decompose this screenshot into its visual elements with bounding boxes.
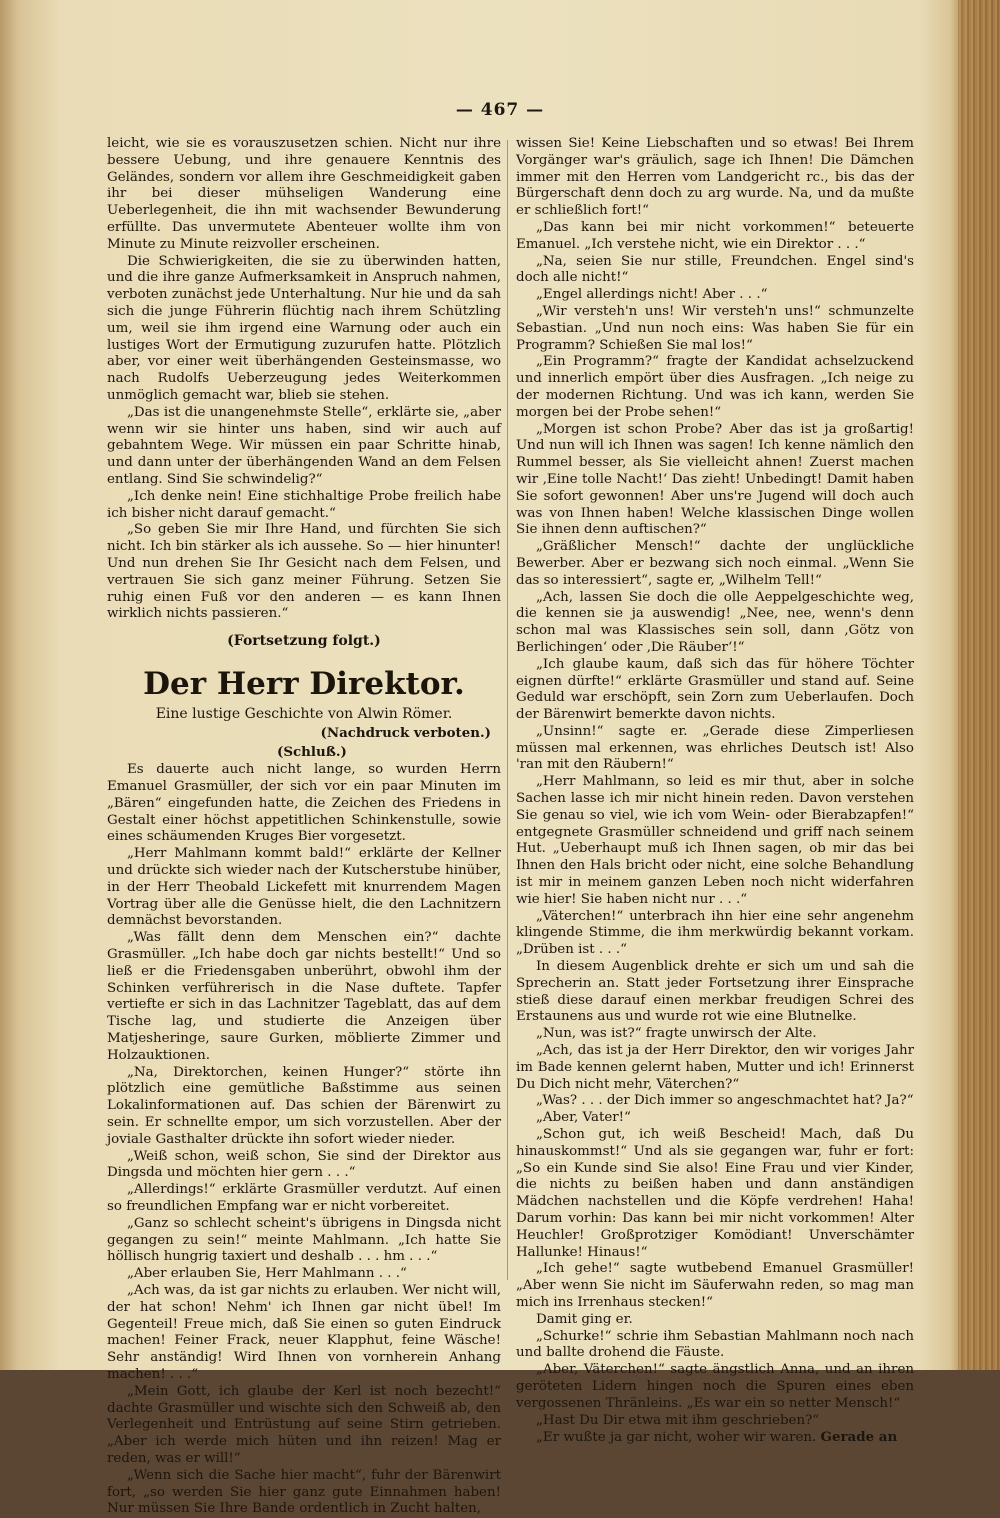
paragraph-text: „Er wußte ja gar nicht, woher wir waren.: [536, 1430, 817, 1446]
book-page-edges: [958, 0, 1000, 1370]
continuation-note: (Fortsetzung folgt.): [227, 633, 381, 650]
final-line-tail: Gerade an: [820, 1429, 898, 1446]
paragraph: wissen Sie! Keine Liebschaften und so etwas! Bei Ihrem Vorgänger war's gräulich, sage ich Ihnen! Die Dämchen immer mit den Herren vom Landgericht rc., bis das der Bürgerschaft denn doch zu arg wurde. Na, und da mußte er schließlich fort!“: [516, 136, 914, 219]
paragraph: „Unsinn!“ sagte er. „Gerade diese Zimperliesen müssen mal erkennen, was ehrliches Deutsch ist! Also 'ran mit den Räubern!“: [516, 723, 914, 773]
right-column: [516, 136, 914, 1447]
paragraph: „Ich gehe!“ sagte wutbebend Emanuel Grasmüller! „Aber wenn Sie nicht im Säuferwahn reden, so mag man mich ins Irrenhaus stecken!“: [516, 1261, 914, 1310]
page-number: — 467 —: [455, 100, 545, 120]
paragraph: „Aber, Väterchen!“ sagte ängstlich Anna, und an ihren geröteten Lidern hingen noch die Spuren eines eben vergossenen Thränleins. „Es war ein so netter Mensch!“: [516, 1362, 914, 1411]
paragraph: „Hast Du Dir etwa mit ihm geschrieben?“: [536, 1412, 820, 1428]
paragraph: „Na, seien Sie nur stille, Freundchen. Engel sind's doch alle nicht!“: [516, 253, 914, 286]
paragraph: „Herr Mahlmann kommt bald!“ erklärte der Kellner und drückte sich wieder nach der Kutscherstube hinüber, in der Herr Theobald Lickefett mit knurrendem Magen Vortrag über alle die Genüsse hielt, die den Lachnitzern demnächst bevorstanden.: [107, 846, 501, 929]
paragraph: „Na, Direktorchen, keinen Hunger?“ störte ihn plötzlich eine gemütliche Baßstimme aus seinen Lokalinformationen auf. Das schien der Bärenwirt zu sein. Er schnellte empor, um sich vorzustellen. Aber der joviale Gasthalter drückte ihn sofort wieder nieder.: [107, 1064, 501, 1147]
paragraph: „Morgen ist schon Probe? Aber das ist ja großartig! Und nun will ich Ihnen was sagen! Ich kenne nämlich den Rummel besser, als Sie vielleicht ahnen! Zuerst machen wir ‚Eine tolle Nacht!‘ Das zieht! Unbedingt! Damit haben Sie sofort gewonnen! Aber uns're Jugend will doch auch was von Ihnen haben! Welche klassischen Dinge wollen Sie ihnen denn auftischen?“: [516, 421, 914, 538]
paragraph-final: [516, 1429, 914, 1447]
paragraph: „Was? . . . der Dich immer so angeschmachtet hat? Ja?“: [536, 1093, 914, 1109]
paragraph: „Weiß schon, weiß schon, Sie sind der Direktor aus Dingsda und möchten hier gern . . .“: [107, 1148, 501, 1181]
paragraph: „Herr Mahlmann, so leid es mir thut, aber in solche Sachen lasse ich mir nicht hinein reden. Davon verstehen Sie genau so viel, wie ich vom Wein- oder Bierabzapfen!“ entgegnete Grasmüller schneidend und griff nach seinem Hut. „Ueberhaupt muß ich Ihnen sagen, ob mir das bei Ihnen den Hals bricht oder nicht, eine solche Behandlung ist mir in meinem ganzen Leben noch nicht widerfahren wie hier! Sie haben nicht nur . . .“: [516, 774, 914, 907]
paragraph: „Väterchen!“ unterbrach ihn hier eine sehr angenehm klingende Stimme, die ihm merkwürdig bekannt vorkam. „Drüben ist . . .“: [516, 908, 914, 958]
paragraph: „Ein Programm?“ fragte der Kandidat achselzuckend und innerlich empört über dies Ausfragen. „Ich neige zu der modernen Richtung. Und was ich kann, werden Sie morgen bei der Probe sehen!“: [516, 354, 914, 420]
paragraph: „Ich denke nein! Eine stichhaltige Probe freilich habe ich bisher nicht darauf gemacht.“: [107, 488, 501, 521]
paragraph: In diesem Augenblick drehte er sich um und sah die Sprecherin an. Statt jeder Fortsetzung ihrer Einsprache stieß diese darauf einen merkbar freudigen Schrei des Erstaunens aus und wurde rot wie eine Blutnelke.: [516, 959, 914, 1025]
paragraph: „Gräßlicher Mensch!“ dachte der unglückliche Bewerber. Aber er bezwang sich noch einmal. „Wenn Sie das so interessiert“, sagte er, „Wilhelm Tell!“: [516, 539, 914, 588]
paragraph: „Wenn sich die Sache hier macht“, fuhr der Bärenwirt fort, „so werden Sie hier ganz gute Einnahmen haben! Nur müssen Sie Ihre Bande ordentlich in Zucht halten,: [107, 1467, 501, 1517]
paragraph: „Allerdings!“ erklärte Grasmüller verdutzt. Auf einen so freundlichen Empfang war er nicht vorbereitet.: [107, 1182, 501, 1215]
paragraph: „Das kann bei mir nicht vorkommen!“ beteuerte Emanuel. „Ich verstehe nicht, wie ein Direktor . . .“: [516, 219, 914, 252]
paragraph: „Was fällt denn dem Menschen ein?“ dachte Grasmüller. „Ich habe doch gar nichts bestellt!“ Und so ließ er die Friedensgaben unberührt, obwohl ihm der Schinken verführerisch in die Nase duftete. Tapfer vertiefte er sich in das Lachnitzer Tageblatt, das auf dem Tische lag, und studierte die Anzeigen über Matjesheringe, saure Gurken, möblierte Zimmer und Holzauktionen.: [107, 930, 501, 1063]
paragraph: „Nun, was ist?“ fragte unwirsch der Alte.: [536, 1026, 817, 1042]
paragraph: „Mein Gott, ich glaube der Kerl ist noch bezecht!“ dachte Grasmüller und wischte sich den Schweiß ab, den Verlegenheit und Entrüstung auf seine Stirn getrieben. „Aber ich werde mich hüten und ihn reizen! Mag er reden, was er will!“: [107, 1383, 501, 1466]
paragraph: „So geben Sie mir Ihre Hand, und fürchten Sie sich nicht. Ich bin stärker als ich aussehe. So — hier hinunter! Und nun drehen Sie Ihr Gesicht nach dem Felsen, und vertrauen Sie sich ganz meiner Führung. Setzen Sie ruhig einen Fuß vor den anderen — es kann Ihnen wirklich nichts passieren.“: [107, 522, 501, 622]
paragraph: „Ich glaube kaum, daß sich das für höhere Töchter eignen dürfte!“ erklärte Grasmüller und stand auf. Seine Geduld war erschöpft, sein Zorn zum Ueberlaufen. Doch der Bärenwirt bemerkte davon nichts.: [516, 656, 914, 723]
paragraph: „Schon gut, ich weiß Bescheid! Mach, daß Du hinauskommst!“ Und als sie gegangen war, fuhr er fort: „So ein Kunde sind Sie also! Eine Frau und vier Kinder, die nichts zu beißen haben und dann anständigen Mädchen nachstellen und die Köpfe verdrehen! Haha! Darum vorhin: Das kann bei mir nicht vorkommen! Alter Heuchler! Großprotziger Komödiant! Unverschämter Hallunke! Hinaus!“: [516, 1127, 914, 1260]
paragraph: Damit ging er.: [536, 1311, 633, 1327]
paragraph: „Aber, Vater!“: [536, 1110, 631, 1126]
paragraph: Es dauerte auch nicht lange, so wurden Herrn Emanuel Grasmüller, der sich vor ein paar Minuten im „Bären“ eingefunden hatte, die Zeichen des Friedens in Gestalt einer höchst appetitlichen Schinkenstulle, sowie eines schäumenden Kruges Bier vorgesetzt.: [107, 762, 501, 845]
reprint-notice: (Nachdruck verboten.): [320, 724, 491, 741]
left-column: [107, 136, 501, 1518]
story-title: Der Herr Direktor.: [143, 665, 465, 702]
paragraph: „Engel allerdings nicht! Aber . . .“: [536, 287, 768, 303]
paragraph: „Ach, das ist ja der Herr Direktor, den wir voriges Jahr im Bade kennen gelernt haben, Mutter und ich! Erinnerst Du Dich nicht mehr, Väterchen?“: [516, 1043, 914, 1092]
story-subtitle: Eine lustige Geschichte von Alwin Römer.: [155, 705, 453, 722]
paragraph: „Ach was, da ist gar nichts zu erlauben. Wer nicht will, der hat schon! Nehm' ich Ihnen gar nicht übel! Im Gegenteil! Freue mich, daß Sie einen so guten Eindruck machen! Feiner Frack, neuer Klapphut, feine Wäsche! Sehr anständig! Wird Ihnen von vornherein Anhang machen! . . .“: [107, 1283, 501, 1382]
paragraph: „Das ist die unangenehmste Stelle“, erklärte sie, „aber wenn wir sie hinter uns haben, sind wir auch auf gebahntem Wege. Wir müssen ein paar Schritte hinab, und dann unter der überhängenden Wand an dem Felsen entlang. Sind Sie schwindelig?“: [107, 404, 501, 487]
paragraph: „Aber erlauben Sie, Herr Mahlmann . . .“: [127, 1266, 407, 1282]
paragraph: leicht, wie sie es vorauszusetzen schien. Nicht nur ihre bessere Uebung, und ihre genauere Kenntnis des Geländes, sondern vor allem ihre Geschmeidigkeit gaben ihr bei dieser mühseligen Wanderung eine Ueberlegenheit, die ihn mit wachsender Bewunderung erfüllte. Das unvermutete Abenteuer wollte ihm von Minute zu Minute reizvoller erscheinen.: [107, 136, 501, 252]
paragraph: „Ganz so schlecht scheint's übrigens in Dingsda nicht gegangen zu sein!“ meinte Mahlmann. „Ich hatte Sie höllisch hungrig taxiert und deshalb . . . hm . . .“: [107, 1215, 501, 1265]
paragraph: „Schurke!“ schrie ihm Sebastian Mahlmann noch nach und ballte drohend die Fäuste.: [516, 1328, 914, 1361]
paragraph: Die Schwierigkeiten, die sie zu überwinden hatten, und die ihre ganze Aufmerksamkeit in Anspruch nahmen, verboten zunächst jede Unterhaltung. Nur hie und da sah sich die junge Führerin flüchtig nach ihrem Schützling um, weil sie ihm irgend eine Warnung oder auch ein lustiges Wort der Ermutigung zuzurufen hatte. Plötzlich aber, vor einer weit überhängenden Gesteinsmasse, wo nach Rudolfs Ueberzeugung jedes Weiterkommen unmöglich gemacht war, blieb sie stehen.: [107, 253, 501, 403]
story-part: (Schluß.): [277, 743, 347, 760]
paragraph: „Ach, lassen Sie doch die olle Aeppelgeschichte weg, die kennen sie ja auswendig! „Nee, nee, wenn's denn schon mal was Klassisches sein soll, dann ‚Götz von Berlichingen‘ oder ‚Die Räuber‘!“: [516, 589, 914, 655]
paragraph: „Wir versteh'n uns! Wir versteh'n uns!“ schmunzelte Sebastian. „Und nun noch eins: Was haben Sie für ein Programm? Schießen Sie mal los!“: [516, 303, 914, 353]
column-divider: [507, 140, 508, 1280]
